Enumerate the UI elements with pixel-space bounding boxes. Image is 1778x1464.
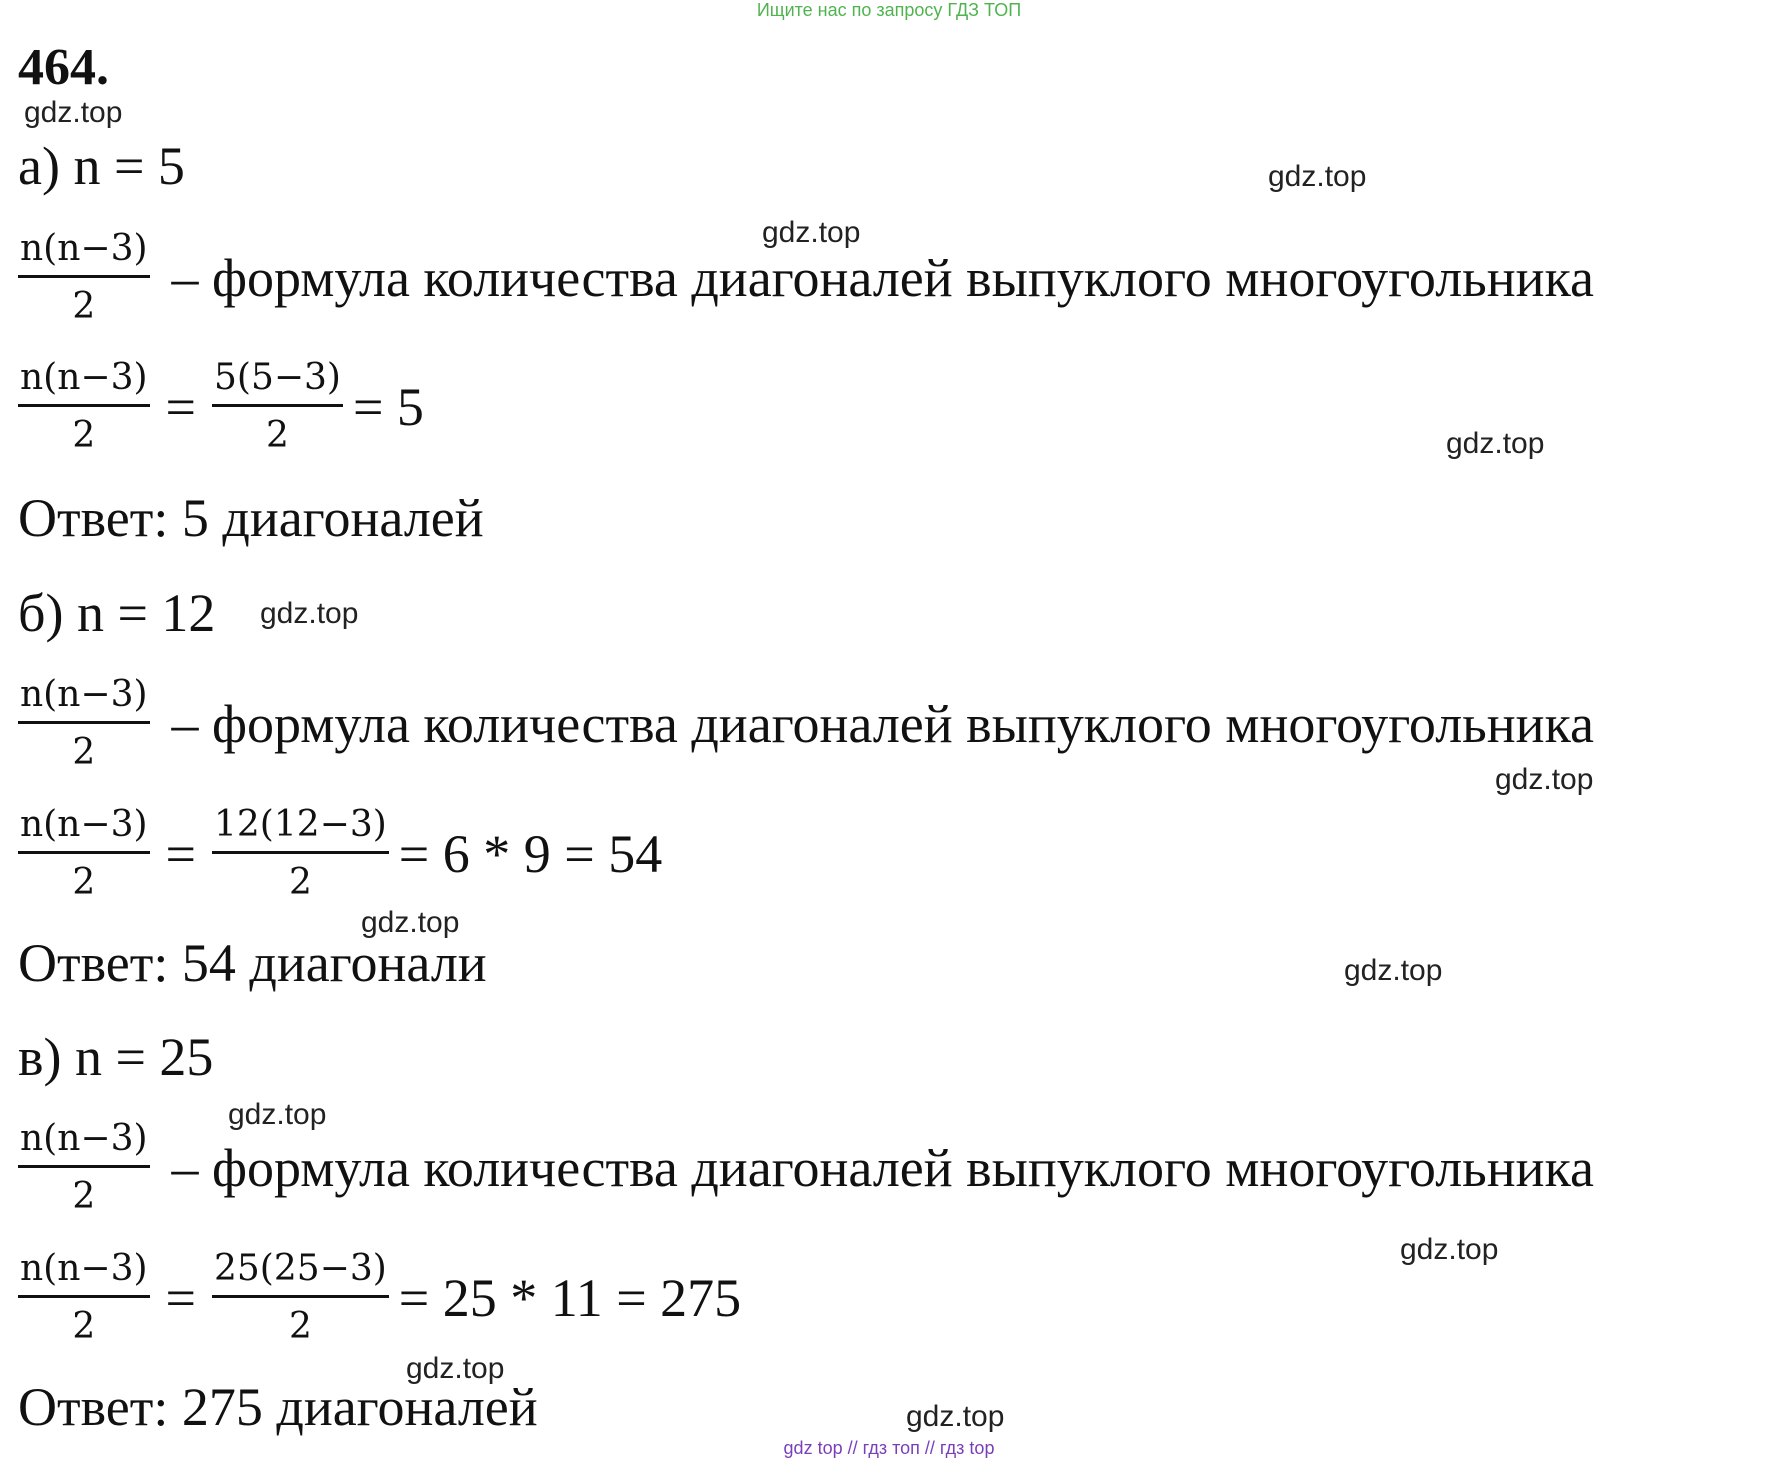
watermark: gdz.top bbox=[1400, 1233, 1499, 1266]
part-c-condition: в) n = 25 bbox=[18, 1027, 214, 1087]
calculation-result: = 25 * 11 = 275 bbox=[398, 1267, 742, 1328]
fraction-numerator: 12(12−3) bbox=[212, 804, 389, 854]
fraction-denominator: 2 bbox=[72, 862, 96, 904]
task-number: 464. bbox=[18, 39, 109, 96]
formula-fraction bbox=[18, 1248, 150, 1348]
fraction-numerator: n(n−3) bbox=[18, 804, 150, 854]
formula-fraction bbox=[18, 674, 150, 774]
formula-fraction bbox=[18, 804, 150, 904]
formula-fraction bbox=[18, 357, 150, 457]
formula-description: – формула количества диагоналей выпуклого многоугольника bbox=[171, 693, 1594, 754]
watermark: gdz.top bbox=[762, 216, 861, 249]
part-b-calculation bbox=[18, 804, 662, 904]
part-b-formula-definition bbox=[18, 674, 1594, 774]
fraction-denominator: 2 bbox=[72, 415, 96, 457]
substituted-fraction bbox=[212, 357, 343, 457]
equals-sign: = bbox=[165, 376, 196, 437]
fraction-numerator: n(n−3) bbox=[18, 357, 150, 407]
part-a-condition: а) n = 5 bbox=[18, 136, 185, 196]
watermark: gdz.top bbox=[1446, 427, 1545, 460]
equals-sign: = bbox=[165, 823, 196, 884]
part-b-condition: б) n = 12 bbox=[18, 583, 216, 643]
watermark: gdz.top bbox=[260, 597, 359, 630]
fraction-denominator: 2 bbox=[72, 286, 96, 328]
equals-sign: = bbox=[165, 1267, 196, 1328]
part-a-answer: Ответ: 5 диагоналей bbox=[18, 488, 484, 548]
substituted-fraction bbox=[212, 804, 389, 904]
fraction-denominator: 2 bbox=[72, 1176, 96, 1218]
formula-description: – формула количества диагоналей выпуклого многоугольника bbox=[171, 1137, 1594, 1198]
fraction-numerator: n(n−3) bbox=[18, 674, 150, 724]
watermark: gdz.top bbox=[1268, 160, 1367, 193]
fraction-denominator: 2 bbox=[72, 1306, 96, 1348]
part-c-formula-definition bbox=[18, 1118, 1594, 1218]
formula-description: – формула количества диагоналей выпуклого многоугольника bbox=[171, 247, 1594, 308]
calculation-result: = 6 * 9 = 54 bbox=[398, 823, 663, 884]
fraction-numerator: 25(25−3) bbox=[212, 1248, 389, 1298]
fraction-denominator: 2 bbox=[288, 1306, 312, 1348]
part-b-answer: Ответ: 54 диагонали bbox=[18, 933, 487, 993]
fraction-denominator: 2 bbox=[72, 732, 96, 774]
part-a-calculation bbox=[18, 357, 424, 457]
fraction-numerator: 5(5−3) bbox=[212, 357, 343, 407]
watermark: gdz.top bbox=[406, 1352, 505, 1385]
watermark: gdz.top bbox=[361, 906, 460, 939]
watermark: gdz.top bbox=[1344, 954, 1443, 987]
fraction-numerator: n(n−3) bbox=[18, 228, 150, 278]
part-c-calculation bbox=[18, 1248, 741, 1348]
part-c-answer: Ответ: 275 диагоналей bbox=[18, 1377, 538, 1437]
formula-fraction bbox=[18, 1118, 150, 1218]
watermark: gdz.top bbox=[24, 96, 123, 129]
fraction-denominator: 2 bbox=[288, 862, 312, 904]
fraction-numerator: n(n−3) bbox=[18, 1248, 150, 1298]
watermark: gdz.top bbox=[906, 1400, 1005, 1433]
formula-fraction bbox=[18, 228, 150, 328]
substituted-fraction bbox=[212, 1248, 389, 1348]
fraction-denominator: 2 bbox=[266, 415, 289, 457]
part-a-formula-definition bbox=[18, 228, 1594, 328]
watermark: gdz.top bbox=[1495, 763, 1594, 796]
header-search-note: Ищите нас по запросу ГДЗ ТОП bbox=[756, 0, 1022, 20]
footer-links[interactable]: gdz top // гдз топ // гдз top bbox=[783, 1438, 995, 1458]
fraction-numerator: n(n−3) bbox=[18, 1118, 150, 1168]
calculation-result: = 5 bbox=[352, 376, 424, 437]
watermark: gdz.top bbox=[228, 1098, 327, 1131]
